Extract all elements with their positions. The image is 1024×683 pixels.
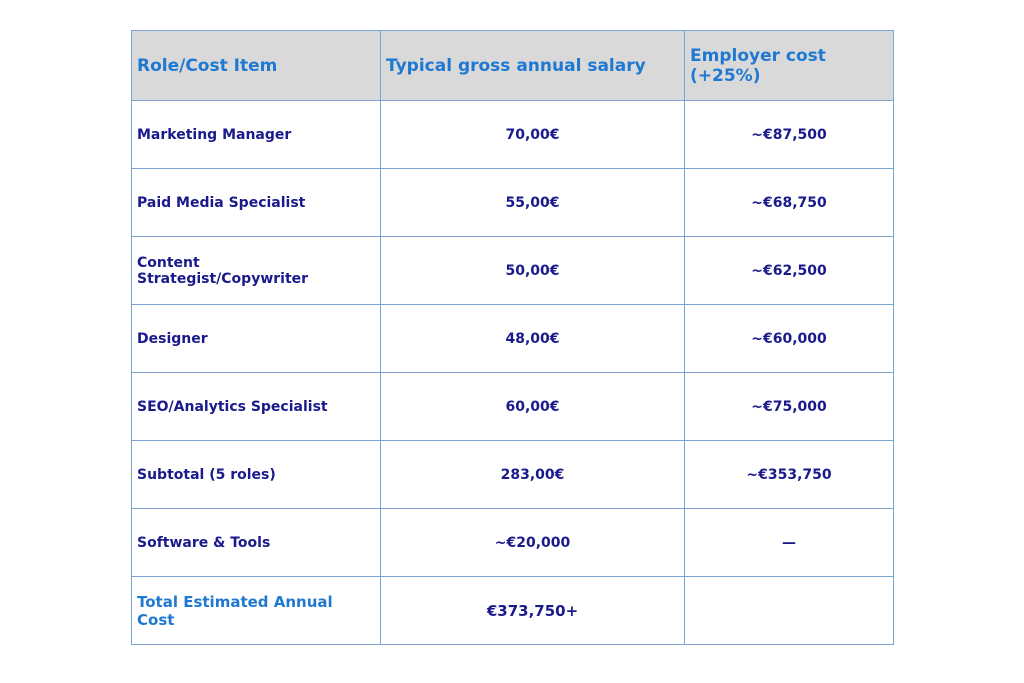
header-row — [132, 31, 894, 101]
subtotal-row — [132, 441, 894, 509]
cost-table — [131, 30, 894, 645]
row-employer-cost-cell: ~€68,750 — [685, 169, 894, 237]
total-employer-cost-cell — [685, 577, 894, 645]
row-employer-cost-cell: ~€60,000 — [685, 305, 894, 373]
row-salary-cell: 50,00€ — [381, 237, 685, 305]
row-employer-cost-cell: ~€62,500 — [685, 237, 894, 305]
software-tools-employer-cost-cell: — — [685, 509, 894, 577]
software-tools-cost-cell: ~€20,000 — [381, 509, 685, 577]
subtotal-label-cell: Subtotal (5 roles) — [132, 441, 381, 509]
header-employer-cost: Employer cost (+25%) — [685, 31, 894, 101]
subtotal-employer-cost-cell: ~€353,750 — [685, 441, 894, 509]
software-tools-row — [132, 509, 894, 577]
row-role-cell: SEO/Analytics Specialist — [132, 373, 381, 441]
table-body — [132, 101, 894, 645]
row-role-cell: Marketing Manager — [132, 101, 381, 169]
row-role-cell: Designer — [132, 305, 381, 373]
table-header — [132, 31, 894, 101]
table-row — [132, 101, 894, 169]
table-row — [132, 373, 894, 441]
row-employer-cost-cell: ~€75,000 — [685, 373, 894, 441]
software-tools-label-cell: Software & Tools — [132, 509, 381, 577]
row-salary-cell: 48,00€ — [381, 305, 685, 373]
row-salary-cell: 60,00€ — [381, 373, 685, 441]
header-typical-gross-annual-salary: Typical gross annual salary — [381, 31, 685, 101]
total-cost-cell: €373,750+ — [381, 577, 685, 645]
row-role-cell: Content Strategist/Copywriter — [132, 237, 381, 305]
row-role-cell: Paid Media Specialist — [132, 169, 381, 237]
row-employer-cost-cell: ~€87,500 — [685, 101, 894, 169]
row-salary-cell: 55,00€ — [381, 169, 685, 237]
header-role-cost-item: Role/Cost Item — [132, 31, 381, 101]
row-salary-cell: 70,00€ — [381, 101, 685, 169]
table-row — [132, 305, 894, 373]
total-label-cell: Total Estimated Annual Cost — [132, 577, 381, 645]
subtotal-salary-cell: 283,00€ — [381, 441, 685, 509]
table-row — [132, 237, 894, 305]
table-row — [132, 169, 894, 237]
total-row — [132, 577, 894, 645]
